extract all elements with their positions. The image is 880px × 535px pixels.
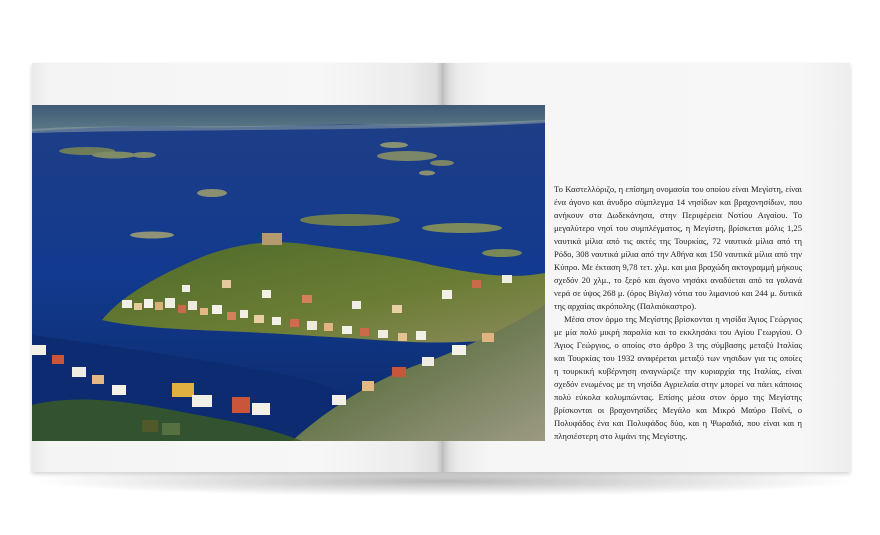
paragraph-2: Μέσα στον όρμο της Μεγίστης βρίσκονται η νησίδα Άγιος Γεώργιος με μία πολύ μικρή παραλία και το εκκλησάκι του Αγίου Γεωργίου. Ο Άγιος Γεώργιος, ο οποίος στο άρθρο 3 της σύμβασης μεταξύ Ιταλίας και Τουρκίας του 1932 αναφέρεται μεταξύ των νησιδων για τις οποίες η τουρκική κυβέρνηση αναγνώριζε την κυριαρχία της Ιταλίας, είναι σχεδόν ενωμένος με τη νησίδα Αγριελαία στην μπορεί να πάει κάποιος πολύ εύκολα κολυμπώντας. Επίσης μέσα στον όρμο της Μεγίστης βρίσκονται οι βραχονησίδες Μεγάλο και Μικρό Μαύρο Ποϊνί, ο Πολυφάδος ένα και Πολυφάδος δύο, και η Ψωραδιά, που είναι και η πλησιέστερη στο λιμάνι της Μεγίστης. xyxy=(554,314,802,441)
island-harbor-photo xyxy=(32,105,545,441)
open-book-spread xyxy=(32,63,850,472)
paragraph-1: Το Καστελλόριζο, η επίσημη ονομασία του οποίου είναι Μεγίστη, είναι ένα άγονο και άνυδρο σύμπλεγμα 14 νησίδων και βραχονησίδων, που ανήκουν στα Δωδεκάνησα, στην Περιφέρεια Νοτίου Αιγαίου. Το μεγαλύτερο νησί του συμπλέγματος, η Μεγίστη, βρίσκεται μόλις 1,25 ναυτικά μίλια από τις ακτές της Τουρκίας, 72 ναυτικά μίλια από τη Ρόδο, 308 ναυτικά μίλια από την Αθήνα και 150 ναυτικά μίλια από την Κύπρο. Με έκταση 9,78 τετ. χλμ. και μια βραχώδη ακτογραμμή μήκους σχεδόν 20 χλμ., το ξερό και άγονο νησάκι αναδύεται από τα γαλανά νερά σε ύψος 268 μ. (όρος Βίγλα) νότια του λιμανιού και 244 μ. δυτικά της αρχαίας ακρόπολης (Παλαιόκαστρο). xyxy=(554,184,802,311)
article-text xyxy=(554,183,802,443)
